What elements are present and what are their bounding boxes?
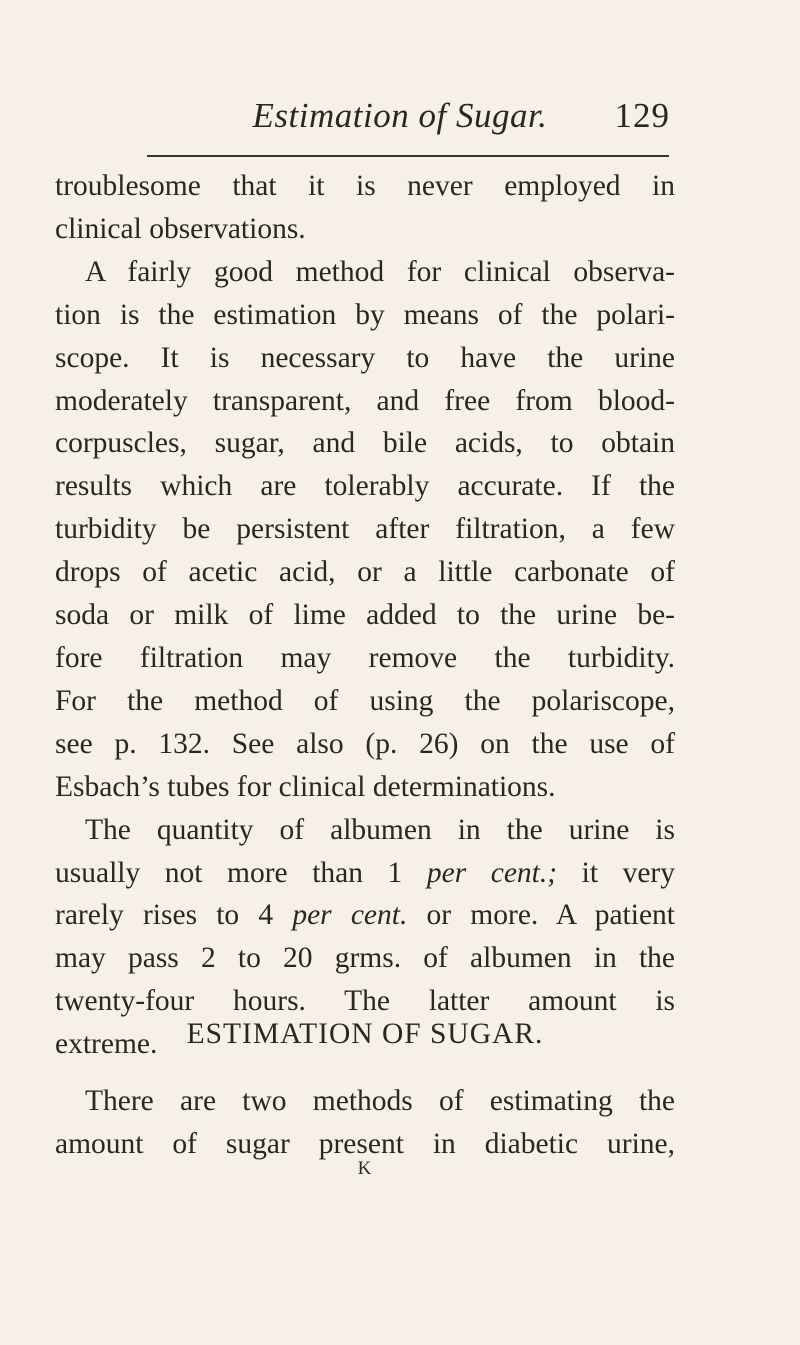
body-text (55, 165, 675, 1066)
text-run: it very (557, 856, 676, 889)
text-line: Esbach’s tubes for clinical determinations. (55, 770, 556, 803)
text-line: twenty-four hours. The latter amount is (55, 985, 675, 1018)
text-run: or more. A patient (407, 899, 675, 932)
text-line: A fairly good method for clinical observa- (85, 255, 675, 288)
text-line: clinical observations. (55, 212, 306, 245)
text-line: moderately transparent, and free from blood- (55, 384, 675, 417)
text-line: For the method of using the polariscope, (55, 684, 675, 717)
running-head (150, 92, 670, 140)
paragraph (55, 251, 675, 809)
text-line: There are two methods of estimating the (85, 1085, 675, 1117)
text-line: see p. 132. See also (p. 26) on the use of (55, 727, 675, 760)
text-line: drops of acetic acid, or a little carbonate of (55, 556, 675, 589)
section-heading: ESTIMATION OF SUGAR. (186, 1018, 544, 1050)
running-title: Estimation of Sugar. (252, 96, 548, 135)
text-line: turbidity be persistent after filtration, a few (55, 513, 675, 546)
text-line: soda or milk of lime added to the urine be- (55, 599, 675, 632)
text-line: amount of sugar present in diabetic urine, (55, 1128, 675, 1160)
text-line: scope. It is necessary to have the urine (55, 341, 675, 374)
text-run: usually not more than 1 (55, 856, 427, 889)
italic-run: per cent. (292, 899, 408, 932)
italic-run: per cent.; (426, 856, 558, 889)
header-rule (147, 155, 669, 157)
text-line: extreme. (55, 1028, 158, 1061)
text-line: The quantity of albumen in the urine is (85, 813, 675, 846)
signature-mark: K (357, 1158, 373, 1179)
body-text (55, 1080, 675, 1166)
text-line: tion is the estimation by means of the polari- (55, 298, 675, 331)
text-line (55, 894, 675, 937)
text-line: fore filtration may remove the turbidity. (55, 641, 675, 674)
text-line (55, 852, 675, 895)
text-line: corpuscles, sugar, and bile acids, to obtain (55, 427, 675, 460)
page-number: 129 (614, 96, 670, 135)
text-line: results which are tolerably accurate. If the (55, 470, 675, 503)
paragraph (55, 1080, 675, 1166)
paragraph (55, 165, 675, 251)
text-line: troublesome that it is never employed in (55, 170, 675, 202)
text-line: may pass 2 to 20 grms. of albumen in the (55, 942, 675, 975)
text-run: rarely rises to 4 (55, 899, 293, 932)
